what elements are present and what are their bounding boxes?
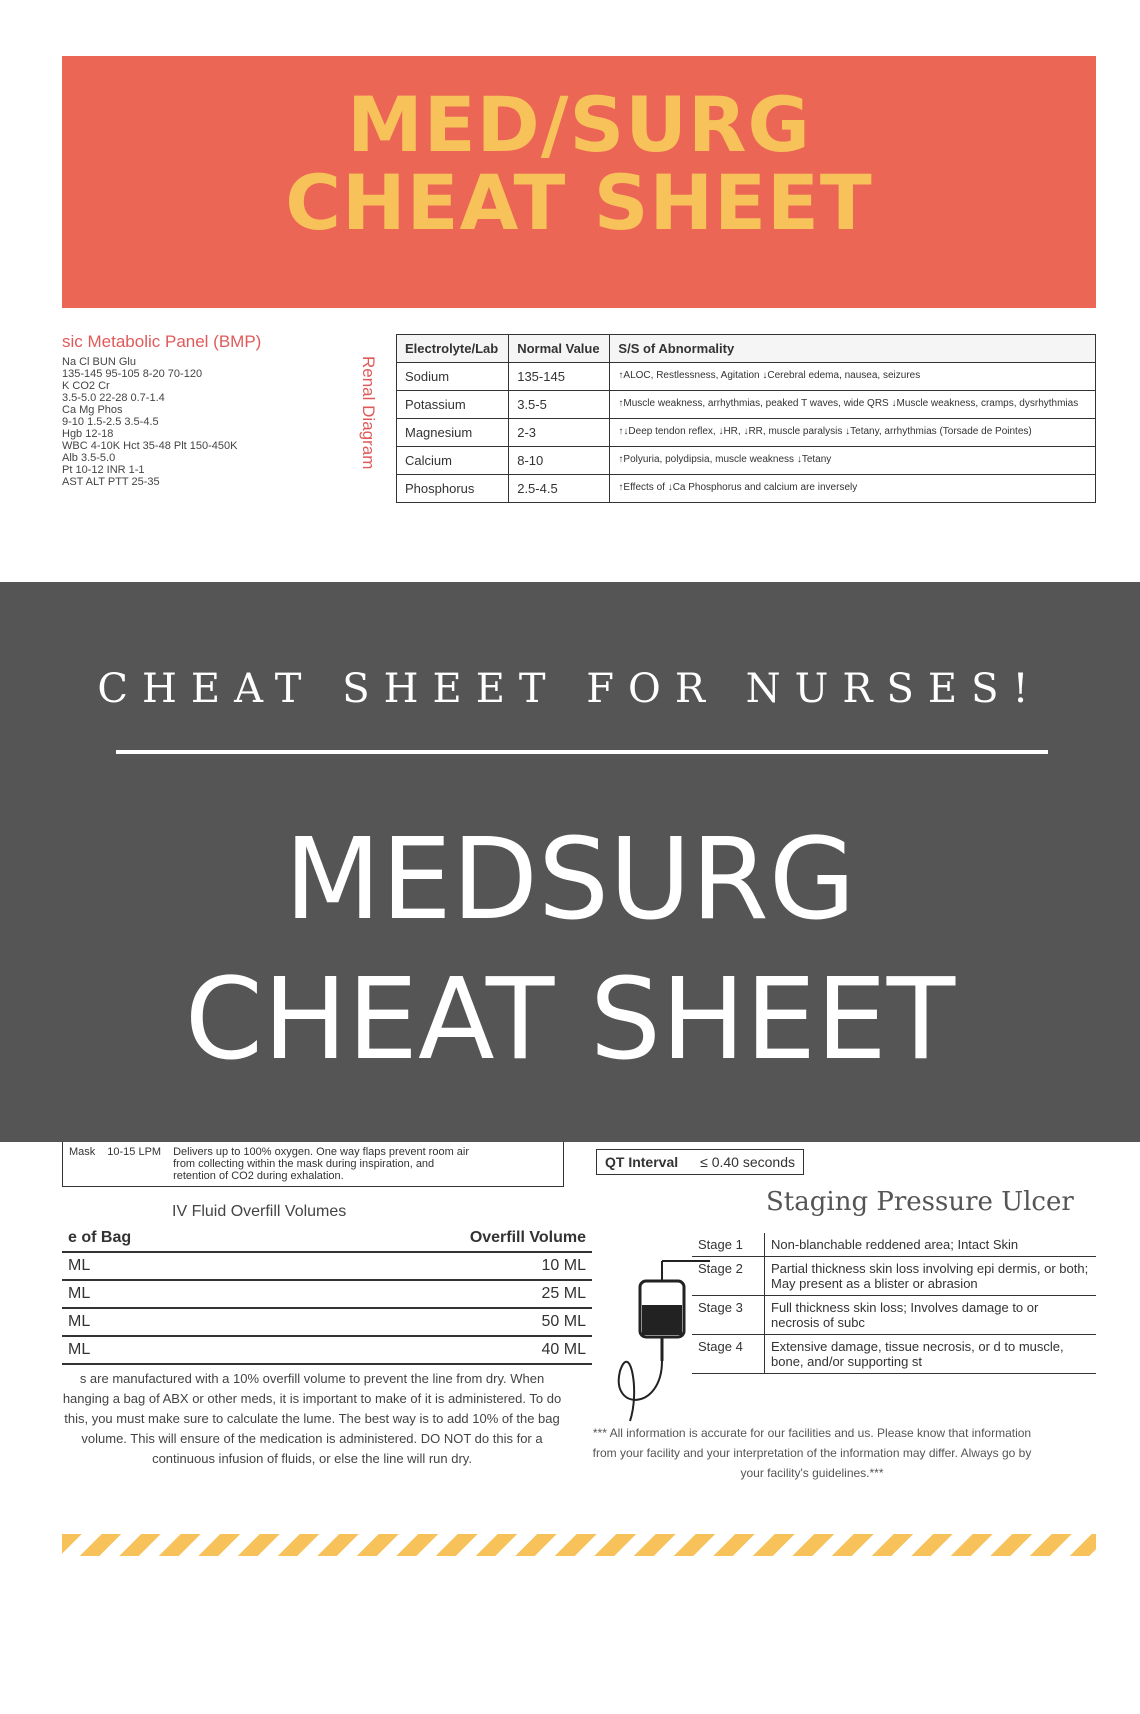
- banner-title-line2: CHEAT SHEET: [184, 955, 956, 1085]
- column-header: Overfill Volume: [258, 1225, 592, 1252]
- fish-line: K CO2 Cr: [62, 380, 110, 392]
- fish-line: 3.5-5.0 22-28 0.7-1.4: [62, 392, 165, 404]
- lab-table: [396, 334, 1096, 503]
- fish-line: Na Cl BUN Glu: [62, 356, 136, 368]
- table-row: [397, 363, 1096, 391]
- oxygen-row: [62, 1141, 564, 1187]
- banner-divider: [116, 750, 1048, 754]
- bag-size: ML: [62, 1280, 258, 1308]
- banner-tagline: CHEAT SHEET FOR NURSES!: [97, 666, 1043, 712]
- table-row: [692, 1335, 1096, 1374]
- lab-value: 2.5-4.5: [509, 475, 610, 503]
- iv-title: IV Fluid Overfill Volumes: [172, 1203, 347, 1220]
- header-title-line2: CHEAT SHEET: [285, 158, 873, 247]
- bmp-fishbone: [62, 356, 392, 488]
- lab-value: 2-3: [509, 419, 610, 447]
- lab-name: Sodium: [397, 363, 509, 391]
- table-row: [62, 1280, 592, 1308]
- stage-label: Stage 2: [692, 1257, 765, 1296]
- lab-symptoms: ↑Effects of ↓Ca Phosphorus and calcium are inversely: [610, 475, 1096, 503]
- staging-table: [692, 1233, 1096, 1374]
- staging-title: Staging Pressure Ulcer: [766, 1187, 1074, 1217]
- table-row: [62, 1252, 592, 1280]
- stage-label: Stage 4: [692, 1335, 765, 1374]
- lab-symptoms: ↑↓Deep tendon reflex, ↓HR, ↓RR, muscle paralysis ↓Tetany, arrhythmias (Torsade de Pointes): [610, 419, 1096, 447]
- disclaimer: *** All information is accurate for our facilities and us. Please know that information from your facility and your interpretation of the information may differ. Always go by your facility's guidelines.***: [592, 1426, 1032, 1480]
- table-header-row: [62, 1225, 592, 1252]
- banner-title: [0, 810, 1140, 1090]
- table-row: [692, 1233, 1096, 1257]
- table-header-row: [397, 335, 1096, 363]
- lab-value: 8-10: [509, 447, 610, 475]
- fish-line: Pt 10-12 INR 1-1: [62, 464, 145, 476]
- oxygen-device: Mask: [69, 1146, 96, 1158]
- lab-name: Magnesium: [397, 419, 509, 447]
- lab-symptoms: ↑Polyuria, polydipsia, muscle weakness ↓Tetany: [610, 447, 1096, 475]
- fish-line: 135-145 95-105 8-20 70-120: [62, 368, 203, 380]
- column-header: Electrolyte/Lab: [397, 335, 509, 363]
- fish-line: AST ALT PTT 25-35: [62, 476, 160, 488]
- qt-label: QT Interval: [605, 1154, 679, 1170]
- table-row: [692, 1296, 1096, 1335]
- qt-interval-row: [596, 1149, 804, 1175]
- fish-line: WBC 4-10K Hct 35-48 Plt 150-450K: [62, 440, 238, 452]
- column-header: S/S of Abnormality: [610, 335, 1096, 363]
- lab-name: Phosphorus: [397, 475, 509, 503]
- lab-symptoms: ↑Muscle weakness, arrhythmias, peaked T waves, wide QRS ↓Muscle weakness, cramps, dysrhythmias: [610, 391, 1096, 419]
- table-row: [397, 475, 1096, 503]
- table-row: [397, 419, 1096, 447]
- stage-desc: Full thickness skin loss; Involves damage to or necrosis of subc: [765, 1296, 1097, 1335]
- oxygen-rate: 10-15 LPM: [107, 1146, 162, 1158]
- stage-desc: Extensive damage, tissue necrosis, or d to muscle, bone, and/or supporting st: [765, 1335, 1097, 1374]
- overfill: 10 ML: [258, 1252, 592, 1280]
- bag-size: ML: [62, 1308, 258, 1336]
- fish-line: Hgb 12-18: [62, 428, 114, 440]
- column-header: e of Bag: [62, 1225, 258, 1252]
- fish-line: Alb 3.5-5.0: [62, 452, 116, 464]
- oxygen-desc: Delivers up to 100% oxygen. One way flaps prevent room air from collecting within the mask during inspiration, and retention of CO2 during exhalation.: [173, 1146, 470, 1182]
- bag-size: ML: [62, 1252, 258, 1280]
- table-row: [62, 1336, 592, 1364]
- lab-name: Potassium: [397, 391, 509, 419]
- banner-title-line1: MEDSURG: [284, 815, 856, 945]
- overfill: 25 ML: [258, 1280, 592, 1308]
- stage-desc: Non-blanchable reddened area; Intact Skin: [765, 1233, 1097, 1257]
- stage-label: Stage 3: [692, 1296, 765, 1335]
- iv-note: s are manufactured with a 10% overfill volume to prevent the line from dry. When hanging a bag of ABX or other meds, it is important to make of it is administered. To do this, you must make sure to calculate the lume. The best way is to add 10% of the bag volume. This will ensure of the medication is administered. DO NOT do this for a continuous infusion of fluids, or else the line will run dry.: [62, 1371, 562, 1466]
- bag-size: ML: [62, 1336, 258, 1364]
- column-header: Normal Value: [509, 335, 610, 363]
- table-row: [62, 1308, 592, 1336]
- lab-value: 3.5-5: [509, 391, 610, 419]
- lab-symptoms: ↑ALOC, Restlessness, Agitation ↓Cerebral edema, nausea, seizures: [610, 363, 1096, 391]
- stage-desc: Partial thickness skin loss involving epi dermis, or both; May present as a blister or abrasion: [765, 1257, 1097, 1296]
- bmp-title: sic Metabolic Panel (BMP): [62, 332, 262, 351]
- qt-value: ≤ 0.40 seconds: [700, 1154, 795, 1170]
- lab-value: 135-145: [509, 363, 610, 391]
- fish-line: 9-10 1.5-2.5 3.5-4.5: [62, 416, 159, 428]
- caution-stripes: [62, 1534, 1096, 1556]
- header-title-line1: MED/SURG: [347, 80, 811, 169]
- sheet-header: [62, 56, 1096, 308]
- renal-diagram-label: Renal Diagram: [359, 356, 378, 470]
- fish-line: Ca Mg Phos: [62, 404, 123, 416]
- stage-label: Stage 1: [692, 1233, 765, 1257]
- overlay-banner: [0, 582, 1140, 1142]
- table-row: [397, 391, 1096, 419]
- overfill: 40 ML: [258, 1336, 592, 1364]
- lab-name: Calcium: [397, 447, 509, 475]
- overfill: 50 ML: [258, 1308, 592, 1336]
- iv-table: [62, 1225, 592, 1365]
- table-row: [397, 447, 1096, 475]
- table-row: [692, 1257, 1096, 1296]
